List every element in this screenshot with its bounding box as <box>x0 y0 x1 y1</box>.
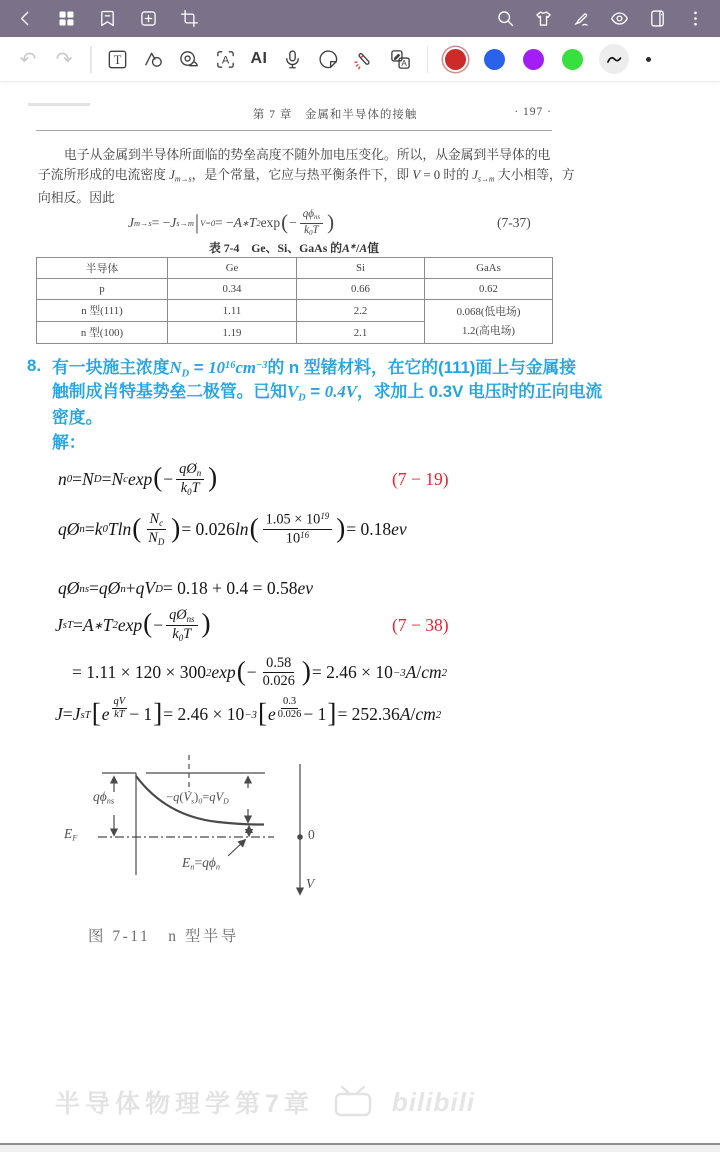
col-header: Si <box>297 258 425 279</box>
add-page-icon[interactable] <box>137 8 159 30</box>
cell: p <box>37 279 168 300</box>
equation-ref: (7-37) <box>497 215 531 230</box>
chapter-title: 第 7 章 金属和半导体的接触 <box>252 109 418 121</box>
solve-label: 解： <box>52 433 86 452</box>
figure-caption: 图 7-11 n 型半导 <box>88 928 239 945</box>
bilibili-tv-icon <box>330 1085 376 1119</box>
undo-icon[interactable]: ↶ <box>19 47 37 71</box>
tape-icon[interactable] <box>177 46 203 72</box>
table-header-row <box>37 258 553 279</box>
divider <box>427 46 429 73</box>
figure-label-qvd: $-q(V_s)_0=qV_D$ <box>166 790 229 806</box>
cell: 0.62 <box>425 279 553 300</box>
svg-text:A: A <box>401 58 407 68</box>
sticker-icon[interactable] <box>316 46 342 72</box>
svg-text:T: T <box>113 52 122 67</box>
table-row <box>37 279 553 300</box>
top-navigation-bar <box>0 0 720 37</box>
question-line-1: 有一块施主浓度$N_D = 10^{16}cm^{-3}$的 n 型锗材料，在它的(111)面上与金属接 <box>52 358 577 380</box>
book-header <box>36 106 552 122</box>
cell: n 型(111) <box>37 300 168 322</box>
cell: 0.34 <box>168 279 297 300</box>
search-icon[interactable] <box>494 8 516 30</box>
page-note-icon[interactable] <box>646 8 668 30</box>
lasso-shape-icon[interactable] <box>141 46 167 72</box>
grid-icon[interactable] <box>55 8 77 30</box>
translate-icon[interactable] <box>388 46 414 72</box>
theme-shirt-icon[interactable] <box>532 8 554 30</box>
cell: 0.66 <box>297 279 425 300</box>
equation-ref: (7 − 38) <box>392 614 449 635</box>
equation-7-37: J m→s = − J s→m | V=0 = − A ∗ T 2 exp ( − $\frac{q\phi_{ns}}{k_0T}$ ) (7-37) <box>128 208 531 237</box>
cell: 1.19 <box>168 322 297 344</box>
equation-ref: (7 − 19) <box>392 468 449 489</box>
stroke-size-dot[interactable] <box>646 57 651 62</box>
equation-line: = 1.11 × 120 × 300 2 exp ( − $\frac{0.58}{0.026}$ ) = 2.46 × 10 −3 A / cm 2 <box>72 655 448 690</box>
bookmark-icon[interactable] <box>96 8 118 30</box>
screenshot-crop-icon[interactable] <box>178 8 200 30</box>
ai-tool[interactable]: AI <box>250 50 268 67</box>
paragraph-line: 向相反。因此 <box>38 190 115 205</box>
color-red-button[interactable] <box>445 49 466 70</box>
handwriting-pen-icon[interactable] <box>570 8 592 30</box>
redo-icon[interactable]: ↷ <box>55 47 73 71</box>
table-7-4 <box>36 257 553 344</box>
watermark-logo-text: bilibili <box>391 1086 476 1117</box>
color-green-button[interactable] <box>562 49 583 70</box>
color-blue-button[interactable] <box>484 49 505 70</box>
bottom-strip <box>0 1145 720 1152</box>
equation-line: qØ n = k 0 Tln ( $\frac{N_c}{N_D}$ ) = 0.026 ln ( $\frac{1.05 \times 10^{19}}{10^{16}}$ ) = 0.18 ev <box>58 511 407 547</box>
text-tool-icon[interactable] <box>105 46 131 72</box>
divider <box>90 46 92 73</box>
col-header: Ge <box>168 258 297 279</box>
page-number: · 197 · <box>514 106 552 118</box>
equation-line: J sT = A ∗ T 2 exp ( − $\frac{qØ_{ns}}{k_0T}$ ) (7 − 38) <box>55 607 449 643</box>
col-header: 半导体 <box>37 258 168 279</box>
figure-label-qphi: $q\phi_{ns}$ <box>93 789 115 806</box>
figure-label-en: $E_n=q\phi_n$ <box>182 855 220 872</box>
cell: 2.1 <box>297 322 425 344</box>
table-caption: 表 7-4 Ge、Si、GaAs 的A∗/A值 <box>208 241 379 255</box>
col-header: GaAs <box>425 258 553 279</box>
cell: 1.11 <box>168 300 297 322</box>
watermark <box>55 1084 475 1120</box>
paragraph-line: 子流所形成的电流密度 $J_{m\to s}$，是个常量，它应与热平衡条件下，即 V = 0 时的 $J_{s\to m}$ 大小相等，方 <box>38 167 575 184</box>
equation-line: n 0 = N D = N c exp ( − $\frac{qØ_n}{k_0T}$ ) (7 − 19) <box>58 461 449 497</box>
cell: 2.2 <box>297 300 425 322</box>
table-row <box>37 300 553 322</box>
cell: n 型(100) <box>37 322 168 344</box>
figure-label-ef: $E_F$ <box>64 826 78 843</box>
pen-style-button[interactable] <box>599 44 629 74</box>
paragraph-line: 电子从金属到半导体所面临的势垒高度不随外加电压变化。所以，从金属到半导体的电 <box>64 148 551 162</box>
equation-line: J = J sT [ e qV kT − 1 ] = 2.46 × 10 −3 [ e 0.3 0.026 − 1 ] = 252.36 A / cm 2 <box>55 696 442 728</box>
question-line-2: 触制成肖特基势垒二极管。已知$V_D = 0.4V$，求加上 0.3V 电压时的正向电流 <box>52 382 603 404</box>
color-purple-button[interactable] <box>523 49 544 70</box>
equation-line: qØ ns = qØ n + qV D = 0.18 + 0.4 = 0.58 ev <box>58 578 314 598</box>
svg-text:A: A <box>221 54 230 67</box>
voice-icon[interactable] <box>280 46 306 72</box>
eye-icon[interactable] <box>608 8 630 30</box>
question-line-3: 密度。 <box>52 408 103 427</box>
editing-toolbar <box>0 37 720 81</box>
question-number: 8. <box>27 356 41 375</box>
figure-label-zero: 0 <box>308 827 315 842</box>
more-menu-icon[interactable] <box>684 8 706 30</box>
back-icon[interactable] <box>14 8 36 30</box>
ocr-icon[interactable] <box>213 46 239 72</box>
cell-merged: 0.068(低电场) 1.2(高电场) <box>425 300 553 344</box>
laser-pointer-icon[interactable] <box>352 46 378 72</box>
origin-dot <box>297 834 303 840</box>
book-paragraph <box>38 146 575 208</box>
header-rule <box>36 130 552 131</box>
figure-label-v: V <box>306 876 315 891</box>
watermark-text: 半导体物理学第7章 <box>55 1090 314 1118</box>
